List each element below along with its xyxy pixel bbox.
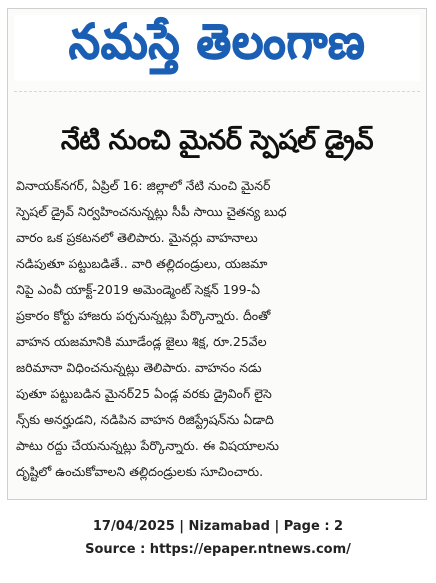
source-link[interactable]: Source : https://epaper.ntnews.com/: [85, 542, 351, 557]
publication-meta: 17/04/2025 | Nizamabad | Page : 2: [92, 519, 344, 534]
article-headline: నేటి నుంచి మైనర్ స్పెషల్ డ్రైవ్: [60, 125, 374, 156]
article-line: ప్రకారం కోర్టు హాజరు పర్చనున్నట్లు పేర్కొన్నారు. దీంతో: [16, 308, 271, 323]
article-line: పాటు రద్దు చేయనున్నట్లు పేర్కొన్నారు. ఈ విషయాలను: [16, 438, 279, 453]
article-line: జరిమానా విధించనున్నట్లు తెలిపారు. వాహనం నడు: [16, 360, 262, 375]
article-line: దృష్టిలో ఉంచుకోవాలని తల్లిదండ్రులకు సూచించారు.: [16, 464, 264, 479]
article-line: స్పెషల్ డ్రైవ్ నిర్వహించనున్నట్లు సీపీ సాయి చైతన్య బుధ: [16, 204, 287, 219]
news-clipping: [7, 8, 427, 500]
article-line: వాహన యజమానికి మూడేండ్ల జైలు శిక్ష, రూ.25వేల: [16, 334, 267, 349]
masthead-title: నమస్తే తెలంగాణ: [68, 14, 366, 70]
article-line: వారం ఒక ప్రకటనలో తెలిపారు. మైనర్లు వాహనాలు: [16, 230, 258, 245]
article-line: నిపై ఎంవీ యాక్ట్-2019 అమెండ్మెంట్ సెక్షన్ 199-ఏ: [16, 282, 261, 297]
article-line: పుతూ పట్టుబడిన మైనర్25 ఏండ్ల వరకు డ్రైవింగ్ లైసె: [16, 386, 272, 401]
article-line: నడిపుతూ పట్టుబడితే.. వారి తల్లిదండ్రులు, యజమా: [16, 256, 268, 271]
masthead-divider: [14, 91, 420, 92]
article-line: వినాయక్‌నగర్, ఏప్రిల్ 16: జిల్లాలో నేటి నుంచి మైనర్: [16, 178, 271, 193]
masthead: [14, 15, 420, 81]
article-line: న్స్‌కు అనర్హుడని, నడిపిన వాహన రిజిస్ట్రేషన్‌ను ఏడాది: [16, 412, 274, 427]
article-body: [16, 173, 420, 485]
